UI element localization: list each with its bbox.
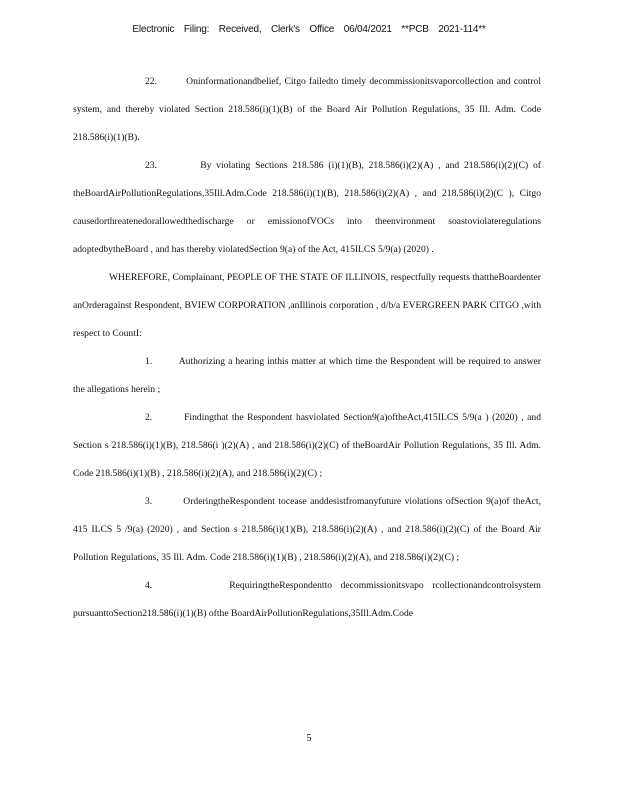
prayer-number: 2. <box>145 412 153 423</box>
paragraph-text: Oninformationandbelief, Citgo failedto timely decommissionitsvaporcollection and control system, and thereby violated Section 218.586(i)(1)(B) of the Board Air Pollution Regulations, 35 Ill. Adm. Code 218.586(i)(1)(B). <box>73 76 541 143</box>
prayer-number: 3. <box>145 496 153 507</box>
filing-header: Electronic Filing: Received, Clerk's Office 06/04/2021 **PCB 2021-114** <box>132 24 486 35</box>
paragraph-22 <box>73 68 541 152</box>
document-body <box>73 68 541 628</box>
prayer-text: OrderingtheRespondent tocease anddesistfromanyfuture violations ofSection 9(a)of theAct, 415 ILCS 5 /9(a) (2020) , and Section s 218.586(i)(1)(B), 218.586(i)(2)(A) , and 218.586(i)(2)(C) of the Board Air Pollution Regulations, 35 Ill. Adm. Code 218.586(i)(1)(B) , 218.586(i)(2)(A), and 218.586(i)(2)(C) ; <box>73 496 541 563</box>
prayer-item-2 <box>73 404 541 488</box>
prayer-item-4 <box>73 572 541 628</box>
paragraph-number: 23. <box>145 160 157 171</box>
prayer-text: RequiringtheRespondentto decommissionitsvapo rcollectionandcontrolsystem pursuanttoSection218.586(i)(1)(B) ofthe BoardAirPollutionRegulations,35Ill.Adm.Code <box>73 580 541 619</box>
prayer-number: 4. <box>145 580 153 591</box>
prayer-item-3 <box>73 488 541 572</box>
page-number: 5 <box>306 733 312 744</box>
paragraph-23 <box>73 152 541 264</box>
prayer-text: Findingthat the Respondent hasviolated Section9(a)oftheAct,415ILCS 5/9(a ) (2020) , and Section s 218.586(i)(1)(B), 218.586(i )(2)(A) , and 218.586(i)(2)(C) of theBoardAir Pollution Regulations, 35 Ill. Adm. Code 218.586(i)(1)(B) , 218.586(i)(2)(A), and 218.586(i)(2)(C) ; <box>73 412 541 479</box>
prayer-text: Authorizing a hearing inthis matter at which time the Respondent will be required to answer the allegations herein ; <box>73 356 542 395</box>
paragraph-number: 22. <box>145 76 157 87</box>
wherefore-clause: WHEREFORE, Complainant, PEOPLE OF THE STATE OF ILLINOIS, respectfully requests thattheBoardenter anOrderagainst Respondent, BVIEW CORPORATION ,anIllinois corporation , d/b/a EVERGREEN PARK CITGO ,with respect to CountI: <box>73 272 541 339</box>
prayer-number: 1. <box>145 356 153 367</box>
prayer-item-1 <box>73 348 541 404</box>
paragraph-text: By violating Sections 218.586 (i)(1)(B), 218.586(i)(2)(A) , and 218.586(i)(2)(C) of theBoardAirPollutionRegulations,35Ill.Adm.Code 218.586(i)(1)(B), 218.586(i)(2)(A) , and 218.586(i)(2)(C ), Citgo causedorthreatenedorallowedthedischarge or emissionofVOCs into theenvironment soastoviolateregulations adoptedbytheBoard , and has thereby violatedSection 9(a) of the Act, 415ILCS 5/9(a) (2020) . <box>73 160 541 255</box>
